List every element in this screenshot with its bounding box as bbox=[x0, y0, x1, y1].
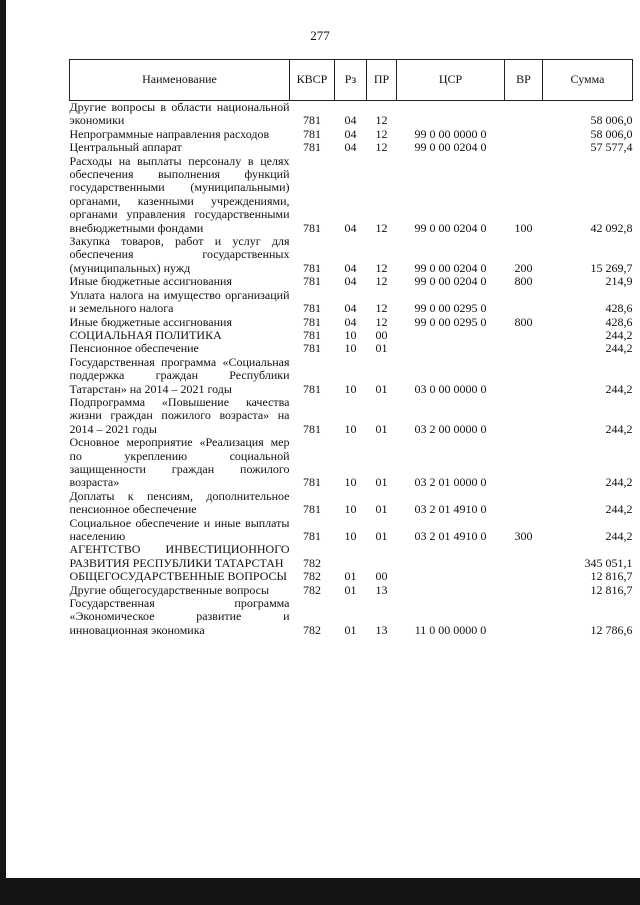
cell-rz: 04 bbox=[344, 113, 357, 128]
cell-name: Подпрограмма «Повышение качества жизни граждан пожилого возраста» на 2014 – 2021 годы bbox=[69, 394, 290, 436]
cell-vr bbox=[505, 543, 543, 570]
cell-csr: 03 2 01 4910 0 bbox=[414, 502, 487, 517]
cell-csr bbox=[397, 543, 505, 570]
cell-vr: 300 bbox=[514, 529, 533, 543]
table-row bbox=[70, 289, 633, 316]
cell-vr: 100 bbox=[514, 220, 533, 235]
cell-csr bbox=[397, 329, 505, 342]
cell-kvsr: 782 bbox=[303, 582, 321, 597]
cell-kvsr: 781 bbox=[303, 381, 321, 396]
cell-pr: 01 bbox=[375, 341, 388, 356]
cell-rz: 04 bbox=[344, 274, 357, 289]
cell-name: Центральный аппарат bbox=[69, 140, 182, 155]
cell-pr: 01 bbox=[375, 421, 388, 436]
cell-name: Расходы на выплаты персоналу в целях обеспечения выполнения функций государственными (муниципальными) органами, казенными учреждениями, органами управления государственными внебюджетными фондами bbox=[69, 153, 290, 235]
cell-rz: 04 bbox=[344, 301, 357, 316]
cell-kvsr: 781 bbox=[303, 327, 321, 342]
cell-kvsr: 781 bbox=[303, 126, 321, 141]
cell-sum: 12 816,7 bbox=[590, 569, 633, 584]
cell-name: Государственная программа «Социальная поддержка граждан Республики Татарстан» на 2014 – 2021 годы bbox=[69, 354, 290, 396]
cell-name: Закупка товаров, работ и услуг для обеспечения государственных (муниципальных) нужд bbox=[69, 234, 290, 275]
cell-name: Уплата налога на имущество организаций и земельного налога bbox=[69, 287, 290, 316]
cell-pr: 12 bbox=[375, 314, 388, 329]
cell-vr bbox=[505, 128, 543, 141]
table-body bbox=[70, 101, 633, 638]
cell-vr bbox=[505, 356, 543, 396]
cell-sum: 58 006,0 bbox=[590, 126, 633, 141]
scan-bottom-edge bbox=[0, 878, 640, 905]
cell-kvsr: 781 bbox=[303, 113, 321, 128]
cell-kvsr: 782 bbox=[303, 622, 321, 637]
cell-csr bbox=[397, 342, 505, 355]
cell-kvsr: 781 bbox=[303, 314, 321, 329]
cell-rz: 10 bbox=[344, 502, 357, 517]
cell-vr: 800 bbox=[514, 314, 533, 329]
cell-name: СОЦИАЛЬНАЯ ПОЛИТИКА bbox=[69, 327, 222, 342]
cell-rz: 04 bbox=[344, 314, 357, 329]
cell-pr: 12 bbox=[375, 274, 388, 289]
cell-sum: 345 051,1 bbox=[584, 555, 633, 570]
cell-kvsr: 781 bbox=[303, 260, 321, 275]
table-row bbox=[70, 584, 633, 597]
budget-table bbox=[69, 59, 633, 637]
table-row bbox=[70, 155, 633, 235]
cell-vr bbox=[505, 436, 543, 490]
cell-kvsr: 781 bbox=[303, 274, 321, 289]
cell-kvsr: 782 bbox=[303, 555, 321, 570]
cell-csr: 99 0 00 0000 0 bbox=[414, 126, 487, 141]
cell-name: Доплаты к пенсиям, дополнительное пенсионное обеспечение bbox=[69, 488, 290, 517]
table-row bbox=[70, 543, 633, 570]
cell-name: Другие общегосударственные вопросы bbox=[69, 582, 270, 597]
table-row bbox=[70, 490, 633, 517]
cell-name: Основное мероприятие «Реализация мер по укреплению социальной защищенности граждан пожилого возраста» bbox=[69, 435, 290, 490]
cell-csr: 03 2 00 0000 0 bbox=[414, 421, 487, 436]
header-rz: Рз bbox=[335, 60, 367, 101]
cell-kvsr: 781 bbox=[303, 421, 321, 436]
scan-left-edge bbox=[0, 0, 6, 905]
table-row bbox=[70, 235, 633, 275]
cell-name: Пенсионное обеспечение bbox=[69, 341, 199, 356]
cell-vr bbox=[505, 141, 543, 154]
cell-vr: 200 bbox=[514, 260, 533, 275]
header-pr: ПР bbox=[367, 60, 397, 101]
cell-rz: 04 bbox=[344, 140, 357, 155]
cell-sum: 244,2 bbox=[605, 529, 633, 543]
cell-rz bbox=[335, 543, 367, 570]
table-row bbox=[70, 141, 633, 154]
cell-name: Непрограммные направления расходов bbox=[69, 126, 270, 141]
table-row bbox=[70, 597, 633, 637]
cell-vr bbox=[505, 329, 543, 342]
table-row bbox=[70, 396, 633, 436]
cell-pr: 00 bbox=[375, 327, 388, 342]
cell-rz: 01 bbox=[344, 582, 357, 597]
cell-pr: 01 bbox=[375, 381, 388, 396]
cell-vr bbox=[505, 342, 543, 355]
cell-sum: 12 816,7 bbox=[590, 582, 633, 597]
cell-csr: 99 0 00 0204 0 bbox=[414, 220, 487, 235]
cell-rz: 10 bbox=[344, 327, 357, 342]
header-kvsr: КВСР bbox=[290, 60, 335, 101]
cell-pr bbox=[367, 543, 397, 570]
cell-sum: 15 269,7 bbox=[590, 260, 633, 275]
cell-csr: 03 2 01 0000 0 bbox=[414, 475, 487, 490]
cell-sum: 244,2 bbox=[605, 421, 633, 436]
table-row bbox=[70, 342, 633, 355]
cell-pr: 13 bbox=[375, 582, 388, 597]
cell-sum: 244,2 bbox=[605, 341, 633, 356]
table-row bbox=[70, 275, 633, 288]
cell-rz: 10 bbox=[344, 421, 357, 436]
cell-sum: 42 092,8 bbox=[590, 220, 633, 235]
cell-csr: 03 0 00 0000 0 bbox=[414, 381, 487, 396]
cell-name: ОБЩЕГОСУДАРСТВЕННЫЕ ВОПРОСЫ bbox=[69, 569, 287, 584]
cell-sum: 428,6 bbox=[605, 301, 633, 316]
cell-vr bbox=[505, 584, 543, 597]
cell-sum: 244,2 bbox=[605, 502, 633, 517]
header-name: Наименование bbox=[70, 60, 290, 101]
cell-csr: 11 0 00 0000 0 bbox=[414, 622, 487, 637]
cell-pr: 13 bbox=[375, 622, 388, 637]
cell-name: АГЕНТСТВО ИНВЕСТИЦИОННОГО РАЗВИТИЯ РЕСПУБЛИКИ ТАТАРСТАН bbox=[69, 542, 290, 570]
cell-rz: 04 bbox=[344, 220, 357, 235]
cell-name: Государственная программа «Экономическое развитие и инновационная экономика bbox=[69, 596, 290, 637]
cell-kvsr: 781 bbox=[303, 502, 321, 517]
cell-pr: 12 bbox=[375, 140, 388, 155]
table-header-row bbox=[70, 60, 633, 101]
cell-kvsr: 781 bbox=[303, 475, 321, 490]
cell-name: Другие вопросы в области национальной экономики bbox=[69, 100, 290, 128]
cell-vr bbox=[505, 101, 543, 128]
cell-sum: 58 006,0 bbox=[590, 113, 633, 128]
cell-csr: 03 2 01 4910 0 bbox=[414, 529, 487, 543]
cell-sum: 12 786,6 bbox=[590, 622, 633, 637]
cell-name: Социальное обеспечение и иные выплаты населению bbox=[69, 515, 290, 543]
cell-vr: 800 bbox=[514, 274, 533, 289]
cell-pr: 01 bbox=[375, 529, 388, 543]
header-csr: ЦСР bbox=[397, 60, 505, 101]
cell-sum: 57 577,4 bbox=[590, 140, 633, 155]
cell-rz: 10 bbox=[344, 341, 357, 356]
cell-pr: 12 bbox=[375, 220, 388, 235]
table-row bbox=[70, 517, 633, 544]
cell-sum: 244,2 bbox=[605, 381, 633, 396]
cell-vr bbox=[505, 490, 543, 517]
cell-rz: 10 bbox=[344, 475, 357, 490]
cell-kvsr: 781 bbox=[303, 341, 321, 356]
cell-kvsr: 781 bbox=[303, 220, 321, 235]
cell-csr bbox=[397, 101, 505, 128]
cell-vr bbox=[505, 597, 543, 637]
cell-rz: 01 bbox=[344, 569, 357, 584]
cell-csr: 99 0 00 0204 0 bbox=[414, 260, 487, 275]
cell-kvsr: 781 bbox=[303, 301, 321, 316]
cell-vr bbox=[505, 570, 543, 583]
cell-sum: 244,2 bbox=[605, 327, 633, 342]
cell-kvsr: 782 bbox=[303, 569, 321, 584]
cell-csr bbox=[397, 570, 505, 583]
cell-rz: 04 bbox=[344, 260, 357, 275]
cell-kvsr: 781 bbox=[303, 529, 321, 543]
header-vr: ВР bbox=[505, 60, 543, 101]
table-row bbox=[70, 436, 633, 490]
cell-csr: 99 0 00 0295 0 bbox=[414, 301, 487, 316]
cell-pr: 01 bbox=[375, 475, 388, 490]
table-row bbox=[70, 356, 633, 396]
cell-pr: 12 bbox=[375, 301, 388, 316]
cell-vr bbox=[505, 289, 543, 316]
table-row bbox=[70, 316, 633, 329]
cell-pr: 12 bbox=[375, 113, 388, 128]
page-number: 277 bbox=[310, 28, 330, 43]
cell-kvsr: 781 bbox=[303, 140, 321, 155]
cell-csr: 99 0 00 0295 0 bbox=[414, 314, 487, 329]
table-row bbox=[70, 101, 633, 128]
cell-csr: 99 0 00 0204 0 bbox=[414, 140, 487, 155]
header-sum: Сумма bbox=[543, 60, 633, 101]
cell-vr bbox=[505, 396, 543, 436]
cell-name: Иные бюджетные ассигнования bbox=[69, 274, 232, 289]
cell-rz: 10 bbox=[344, 381, 357, 396]
cell-csr: 99 0 00 0204 0 bbox=[414, 274, 487, 289]
cell-csr bbox=[397, 584, 505, 597]
cell-pr: 00 bbox=[375, 569, 388, 584]
cell-sum: 214,9 bbox=[605, 274, 633, 289]
table-row bbox=[70, 329, 633, 342]
table-row bbox=[70, 570, 633, 583]
cell-sum: 428,6 bbox=[605, 314, 633, 329]
cell-sum: 244,2 bbox=[605, 475, 633, 490]
cell-rz: 04 bbox=[344, 126, 357, 141]
cell-name: Иные бюджетные ассигнования bbox=[69, 314, 232, 329]
cell-pr: 01 bbox=[375, 502, 388, 517]
cell-pr: 12 bbox=[375, 126, 388, 141]
table-row bbox=[70, 128, 633, 141]
cell-rz: 01 bbox=[344, 622, 357, 637]
cell-rz: 10 bbox=[344, 529, 357, 543]
cell-pr: 12 bbox=[375, 260, 388, 275]
